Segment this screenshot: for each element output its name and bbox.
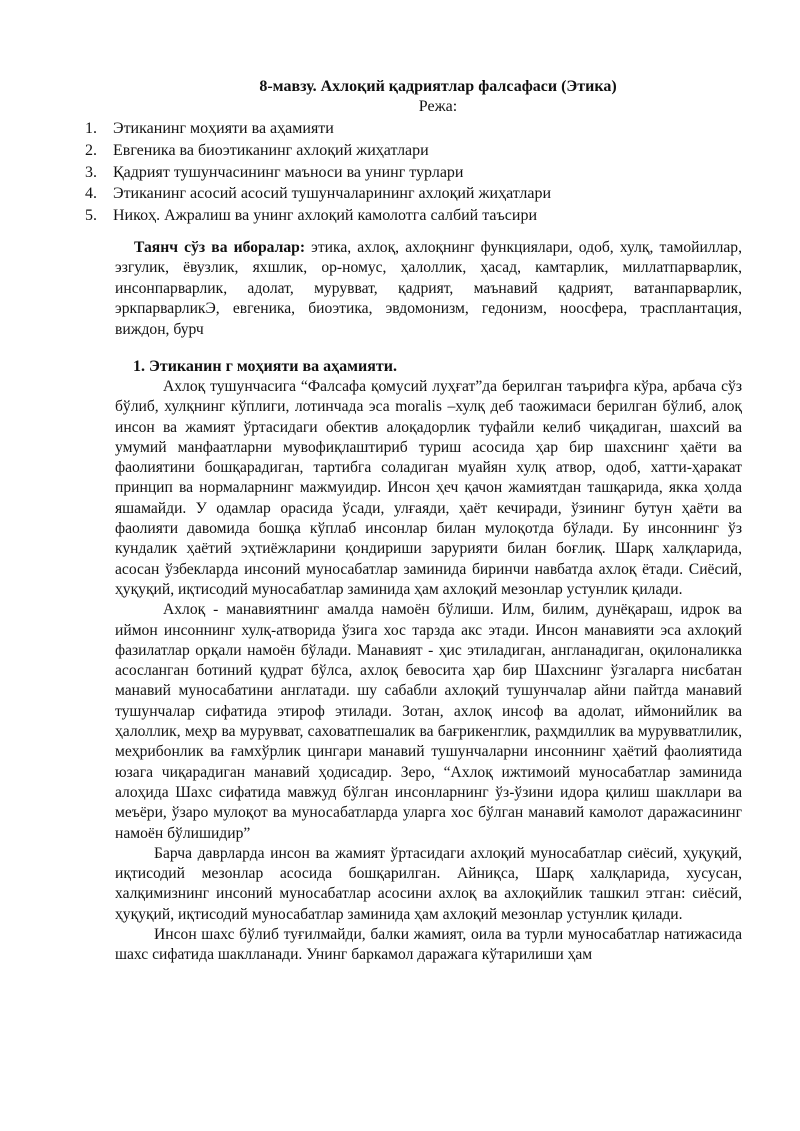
section-heading: 1. Этиканин г моҳияти ва аҳамияти. [133, 358, 397, 375]
plan-item-2: 2. Евгеника ва биоэтиканинг ахлоқий жиҳатлари [85, 141, 429, 159]
section-body [115, 377, 742, 966]
plan-item-4: 4. Этиканинг асосий асосий тушунчаларининг ахлоқий жиҳатлари [85, 185, 552, 203]
paragraph: Барча даврларда инсон ва жамият ўртасидаги ахлоқий муносабатлар сиёсий, ҳуқуқий, иқтисодий мезонлар асосида бошқарилган. Айниқса, Шарқ халқларида, хусусан, халқимизнинг инсоний муносабатлар асосини ахлоқ ва ахлоқийлик ташкил этган: сиёсий, ҳуқуқий, иқтисодий муносабатлар заминида ҳам ахлоқий мезонлар устунлик қилади. [115, 844, 742, 923]
paragraph: Инсон шахс бўлиб туғилмайди, балки жамият, оила ва турли муносабатлар натижасида шахс сифатида шаклланади. Унинг баркамол даражага кўтарилиши ҳам [115, 926, 742, 964]
plan-heading: Режа: [418, 98, 458, 115]
document-title: 8-мавзу. Ахлоқий қадриятлар фалсафаси (Этика) [259, 78, 617, 95]
plan-item-1: 1. Этиканинг моҳияти ва аҳамияти [85, 120, 334, 137]
plan-list [85, 118, 551, 227]
keywords-label: Таянч сўз ва иборалар: [134, 239, 306, 256]
keywords-paragraph [115, 238, 742, 340]
keywords-text: этика, ахлоқ, ахлоқнинг функциялари, одоб, хулқ, тамойиллар, эзгулик, ёвузлик, яхшлик, ор-номус, ҳалоллик, ҳасад, камтарлик, миллатпарварлик, инсонпарварлик, адолат, мурувват, қадрият, маънавий қадрият, ватанпарварлик, эркпарварликЭ, евгеника, биоэтика, эвдомонизм, гедонизм, ноосфера, трасплантация, виждон, бурч [115, 239, 742, 338]
paragraph: Ахлоқ тушунчасига “Фалсафа қомусий луҳғат”да берилган таърифга кўра, арбача сўз бўлиб, хулқнинг кўплиги, лотинчада эса moralis –хулқ деб таожимаси берилган бўлиб, алоқ инсон ва жамият ўртасидаги обектив алоқадорлик туфайли келиб чиқадиган, шахсий ва умумий манфаатларни мувофиқлаштириб туриш асосида ҳар бир шахснинг ҳаёти ва фаолиятини бошқарадиган, тартибга соладиган муайян хулқ атвор, одоб, хатти-ҳаракат принцип ва нормаларнинг мажмуидир. Инсон ҳеч қачон жамиятдан ташқарида, якка ҳолда яшамайди. У одамлар орасида ўсади, улғаяди, ҳаёт кечиради, ўзининг бутун ҳаёти ва фаолияти давомида бошқа кўплаб инсонлар билан мулоқотда бўлади. Бу инсоннинг ўз кундалик ҳаётий эҳтиёжларини қондириши зарурияти билан боғлиқ. Шарқ халқларида, асосан ўзбекларда инсоний муносабатлар заминида биринчи навбатда ахлоқ ётади. Сиёсий, ҳуқуқий, иқтисодий муносабатлар заминида ҳам ахлоқий мезонлар устунлик қилади. [115, 378, 742, 598]
plan-item-5: 5. Никоҳ. Ажралиш ва унинг ахлоқий камолотга салбий таъсири [85, 207, 538, 225]
plan-item-3: 3. Қадрият тушунчасининг маъноси ва унинг турлари [85, 163, 464, 181]
paragraph: Ахлоқ - манавиятнинг амалда намоён бўлиши. Илм, билим, дунёқараш, идрок ва иймон инсоннинг хулқ-атворида ўзига хос тарзда акс этади. Инсон манавияти эса ахлоқий фазилатлар орқали намоён бўлади. Манавият - ҳис этиладиган, англанадиган, оқилоналикка асосланган ботиний қудрат бўлса, ахлоқ бевосита ҳар бир Шахснинг ўзгаларга нисбатан манавий муносабатини англатади. шу сабабли ахлоқий тушунчалар айни пайтда манавий тушунчалар сифатида этироф этилади. Зотан, ахлоқ инсоф ва адолат, иймонийлик ва ҳалоллик, меҳр ва мурувват, саховатпешалик ва бағрикенглик, раҳмдиллик ва мурувватлилик, меҳрибонлик ва ғамхўрлик цингари манавий тушунчаларни инсоннинг ҳаётий фаолиятида юзага чиқарадиган манавий ҳодисадир. Зеро, “Ахлоқ ижтимоий муносабатлар заминида алоҳида Шахс сифатида мавжуд бўлган инсонларнинг ўз-ўзини идора қилиш шакллари ва меъёри, ўзаро мулоқот ва муносабатларда уларга хос бўлган манавий камолот даражасининг намоён бўлишидир” [115, 601, 742, 842]
